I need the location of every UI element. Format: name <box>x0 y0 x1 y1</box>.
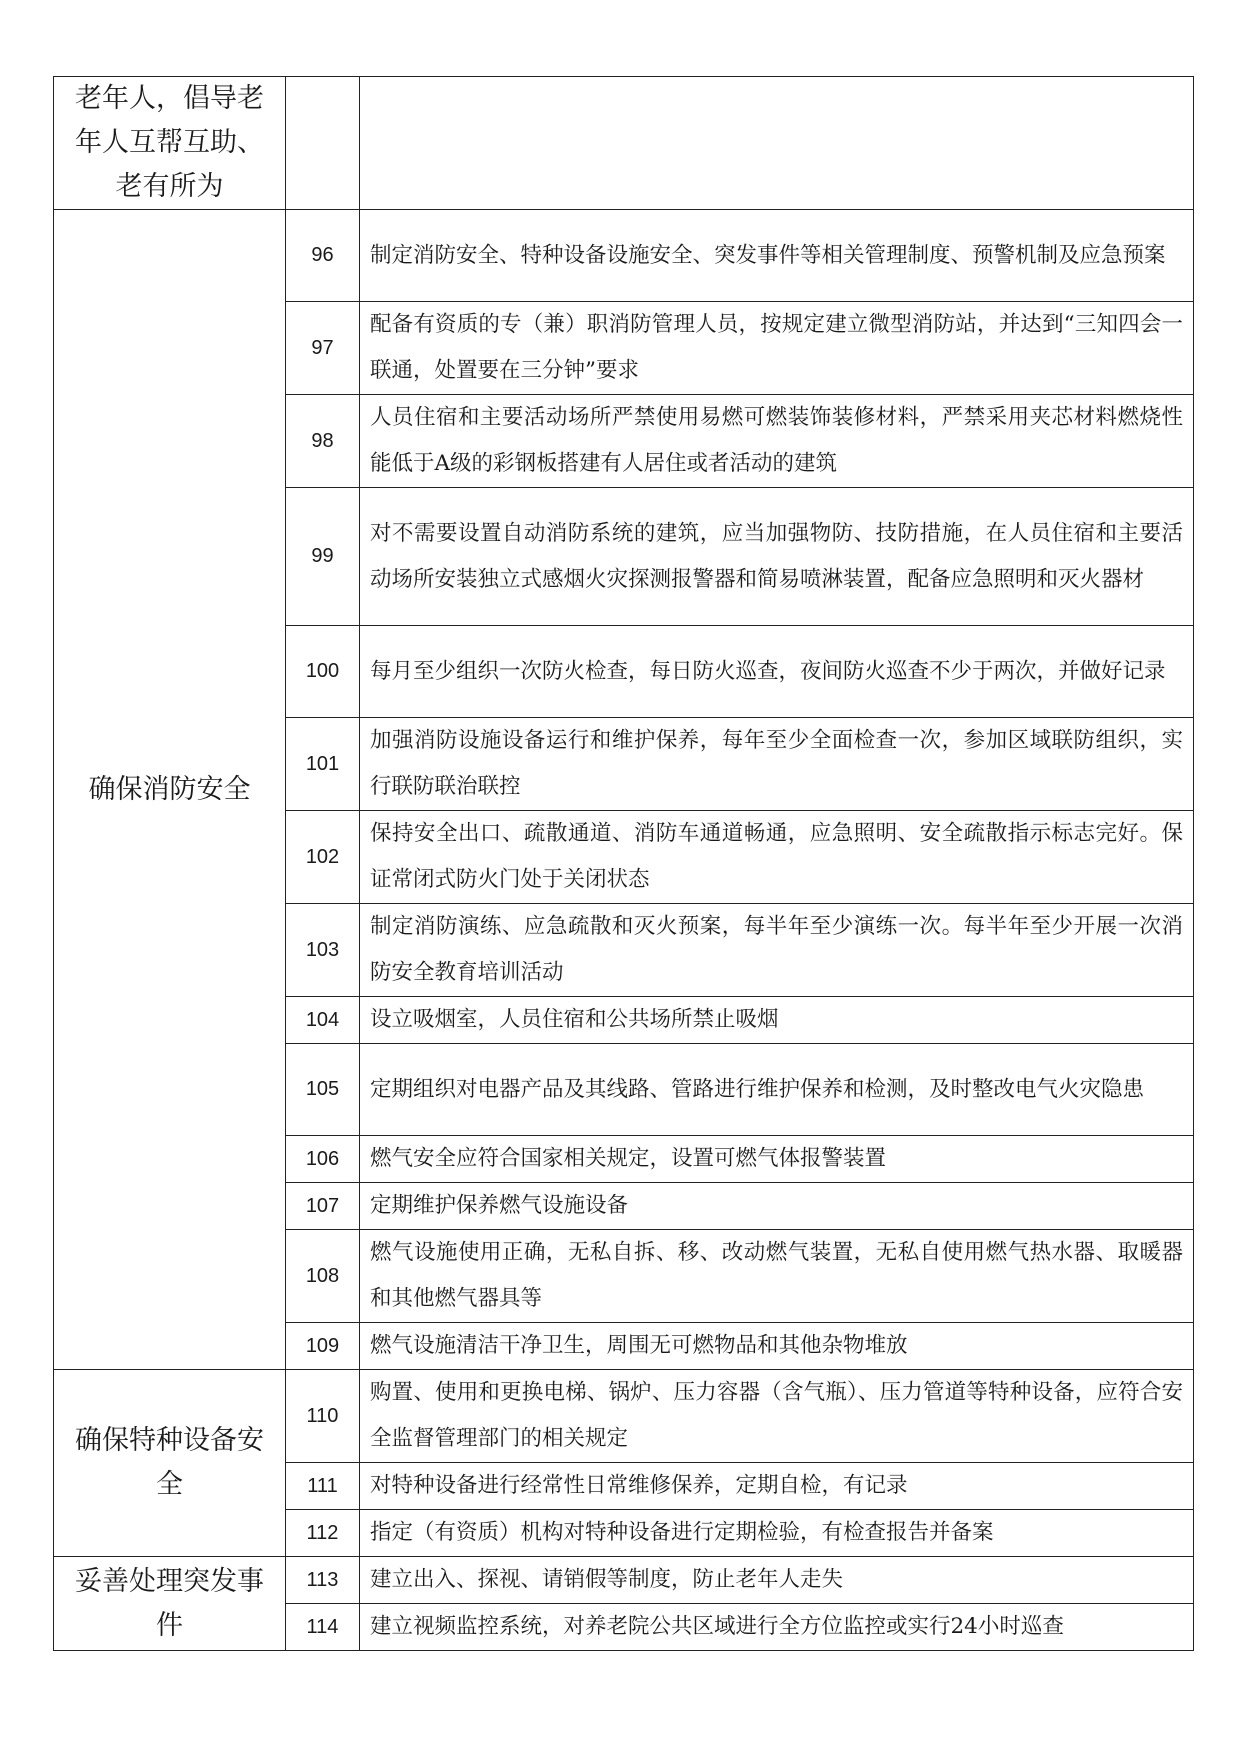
item-number: 110 <box>286 1370 360 1463</box>
item-text: 人员住宿和主要活动场所严禁使用易燃可燃装饰装修材料，严禁采用夹芯材料燃烧性能低于A级的彩钢板搭建有人居住或者活动的建筑 <box>360 395 1194 488</box>
item-text: 指定（有资质）机构对特种设备进行定期检验，有检查报告并备案 <box>360 1510 1194 1557</box>
table-row <box>54 77 1194 210</box>
category-cell: 确保消防安全 <box>54 210 286 1370</box>
item-text: 建立出入、探视、请销假等制度，防止老年人走失 <box>360 1557 1194 1604</box>
item-number: 97 <box>286 302 360 395</box>
item-text: 配备有资质的专（兼）职消防管理人员，按规定建立微型消防站，并达到“三知四会一联通，处置要在三分钟”要求 <box>360 302 1194 395</box>
item-text <box>360 77 1194 210</box>
item-text: 建立视频监控系统，对养老院公共区域进行全方位监控或实行24小时巡查 <box>360 1604 1194 1651</box>
item-number: 101 <box>286 718 360 811</box>
item-text: 定期维护保养燃气设施设备 <box>360 1183 1194 1230</box>
item-text: 每月至少组织一次防火检查，每日防火巡查，夜间防火巡查不少于两次，并做好记录 <box>360 626 1194 718</box>
item-text: 制定消防安全、特种设备设施安全、突发事件等相关管理制度、预警机制及应急预案 <box>360 210 1194 302</box>
item-text: 燃气安全应符合国家相关规定，设置可燃气体报警装置 <box>360 1136 1194 1183</box>
item-text: 保持安全出口、疏散通道、消防车通道畅通，应急照明、安全疏散指示标志完好。保证常闭式防火门处于关闭状态 <box>360 811 1194 904</box>
item-text: 加强消防设施设备运行和维护保养，每年至少全面检查一次，参加区域联防组织，实行联防联治联控 <box>360 718 1194 811</box>
item-number: 109 <box>286 1323 360 1370</box>
item-number: 104 <box>286 997 360 1044</box>
item-text: 制定消防演练、应急疏散和灭火预案，每半年至少演练一次。每半年至少开展一次消防安全教育培训活动 <box>360 904 1194 997</box>
item-number: 105 <box>286 1044 360 1136</box>
item-number: 106 <box>286 1136 360 1183</box>
category-cell: 妥善处理突发事件 <box>54 1557 286 1651</box>
item-number: 103 <box>286 904 360 997</box>
table-row <box>54 1557 1194 1604</box>
item-text: 燃气设施使用正确，无私自拆、移、改动燃气装置，无私自使用燃气热水器、取暖器和其他燃气器具等 <box>360 1230 1194 1323</box>
item-text: 定期组织对电器产品及其线路、管路进行维护保养和检测，及时整改电气火灾隐患 <box>360 1044 1194 1136</box>
item-number: 107 <box>286 1183 360 1230</box>
item-number: 102 <box>286 811 360 904</box>
item-number: 112 <box>286 1510 360 1557</box>
item-number: 96 <box>286 210 360 302</box>
table-row <box>54 1370 1194 1463</box>
item-text: 对不需要设置自动消防系统的建筑，应当加强物防、技防措施，在人员住宿和主要活动场所安装独立式感烟火灾探测报警器和简易喷淋装置，配备应急照明和灭火器材 <box>360 488 1194 626</box>
item-text: 燃气设施清洁干净卫生，周围无可燃物品和其他杂物堆放 <box>360 1323 1194 1370</box>
item-number <box>286 77 360 210</box>
item-number: 111 <box>286 1463 360 1510</box>
item-number: 113 <box>286 1557 360 1604</box>
item-number: 98 <box>286 395 360 488</box>
item-number: 100 <box>286 626 360 718</box>
item-number: 99 <box>286 488 360 626</box>
category-cell: 确保特种设备安全 <box>54 1370 286 1557</box>
item-number: 108 <box>286 1230 360 1323</box>
category-cell: 老年人，倡导老年人互帮互助、老有所为 <box>54 77 286 210</box>
item-text: 设立吸烟室，人员住宿和公共场所禁止吸烟 <box>360 997 1194 1044</box>
item-text: 购置、使用和更换电梯、锅炉、压力容器（含气瓶）、压力管道等特种设备，应符合安全监督管理部门的相关规定 <box>360 1370 1194 1463</box>
table-row <box>54 210 1194 302</box>
standards-table <box>53 76 1194 1651</box>
item-text: 对特种设备进行经常性日常维修保养，定期自检，有记录 <box>360 1463 1194 1510</box>
item-number: 114 <box>286 1604 360 1651</box>
